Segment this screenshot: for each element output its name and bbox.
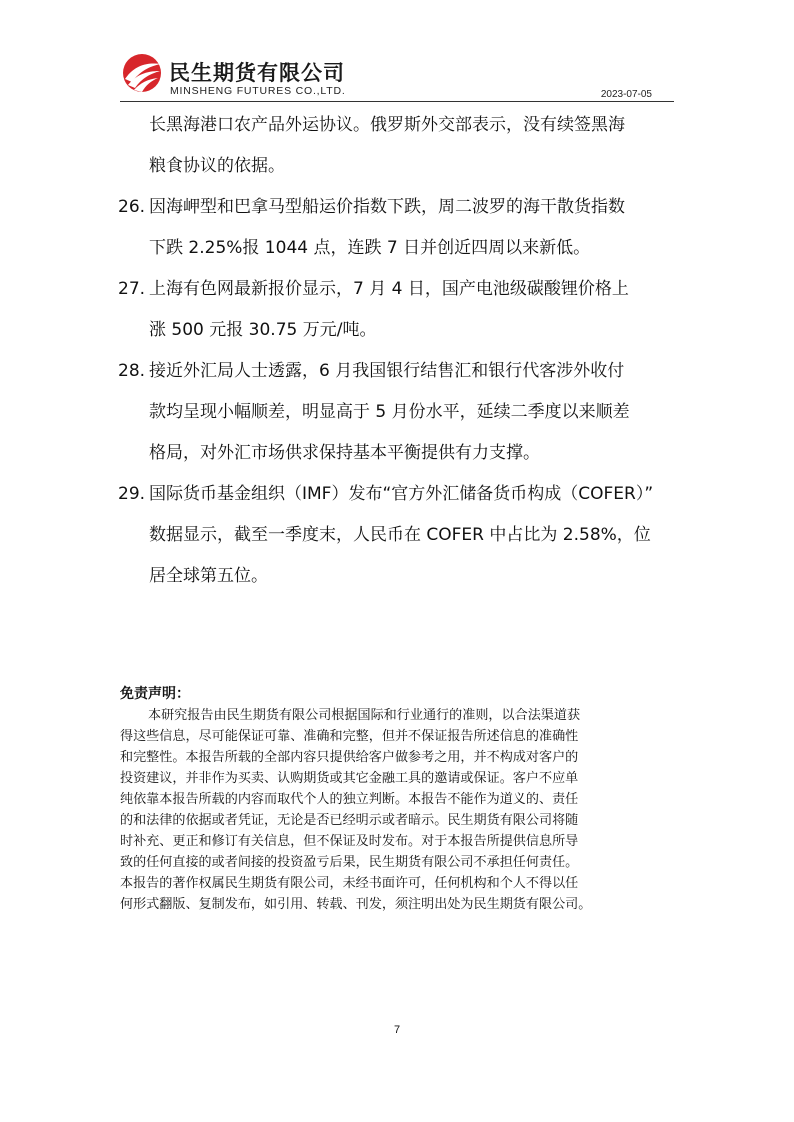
disclaimer-line: 何形式翻版、复制发布，如引用、转载、刊发，须注明出处为民生期货有限公司。 <box>120 897 592 912</box>
item-number: 28. <box>118 361 146 381</box>
disclaimer-title: 免责声明： <box>120 686 190 702</box>
header-divider <box>120 101 674 102</box>
item-line: 上海有色网最新报价显示，7 月 4 日，国产电池级碳酸锂价格上 <box>149 279 629 299</box>
item-line: 居全球第五位。 <box>149 566 268 586</box>
news-item <box>118 351 676 474</box>
disclaimer-line: 本报告的著作权属民生期货有限公司，未经书面许可，任何机构和个人不得以任 <box>120 876 579 891</box>
brand-name-en: MINSHENG FUTURES CO.,LTD. <box>170 85 346 97</box>
item-line: 国际货币基金组织（IMF）发布“官方外汇储备货币构成（COFER）” <box>149 484 654 504</box>
disclaimer-line: 投资建议，并非作为买卖、认购期货或其它金融工具的邀请或保证。客户不应单 <box>120 771 579 786</box>
item-line: 长黑海港口农产品外运协议。俄罗斯外交部表示，没有续签黑海 <box>149 115 625 135</box>
disclaimer-line: 时补充、更正和修订有关信息，但不保证及时发布。对于本报告所提供信息所导 <box>120 834 579 849</box>
item-line: 款均呈现小幅顺差，明显高于 5 月份水平，延续二季度以来顺差 <box>149 402 630 422</box>
disclaimer-line: 的和法律的依据或者凭证，无论是否已经明示或者暗示。民生期货有限公司将随 <box>120 813 579 828</box>
item-line: 粮食协议的依据。 <box>149 156 285 176</box>
page-number: 7 <box>393 1024 401 1036</box>
news-item <box>118 269 676 351</box>
item-number: 29. <box>118 484 146 504</box>
disclaimer-line: 和完整性。本报告所载的全部内容只提供给客户做参考之用，并不构成对客户的 <box>120 750 579 765</box>
news-item <box>118 105 676 187</box>
news-item <box>118 187 676 269</box>
item-line: 因海岬型和巴拿马型船运价指数下跌，周二波罗的海干散货指数 <box>149 197 625 217</box>
item-line: 下跌 2.25%报 1044 点，连跌 7 日并创近四周以来新低。 <box>149 238 591 258</box>
news-list <box>118 105 676 597</box>
page-header <box>120 52 674 102</box>
item-line: 数据显示，截至一季度末，人民币在 COFER 中占比为 2.58%，位 <box>149 525 651 545</box>
item-line: 接近外汇局人士透露，6 月我国银行结售汇和银行代客涉外收付 <box>149 361 625 381</box>
news-item <box>118 474 676 597</box>
item-number: 26. <box>118 197 146 217</box>
item-line: 格局，对外汇市场供求保持基本平衡提供有力支撑。 <box>149 443 540 463</box>
brand-name-cn: 民生期货有限公司 <box>169 61 345 85</box>
disclaimer-line: 致的任何直接的或者间接的投资盈亏后果，民生期货有限公司不承担任何责任。 <box>120 855 579 870</box>
disclaimer-line: 得这些信息，尽可能保证可靠、准确和完整，但并不保证报告所述信息的准确性 <box>120 729 579 744</box>
minsheng-logo-icon <box>120 52 164 94</box>
disclaimer-line: 本研究报告由民生期货有限公司根据国际和行业通行的准则，以合法渠道获 <box>148 708 581 723</box>
disclaimer-line: 纯依靠本报告所载的内容而取代个人的独立判断。本报告不能作为道义的、责任 <box>120 792 579 807</box>
item-number: 27. <box>118 279 146 299</box>
item-line: 涨 500 元报 30.75 万元/吨。 <box>149 320 377 340</box>
report-date: 2023-07-05 <box>600 89 652 100</box>
disclaimer-section <box>120 683 680 915</box>
